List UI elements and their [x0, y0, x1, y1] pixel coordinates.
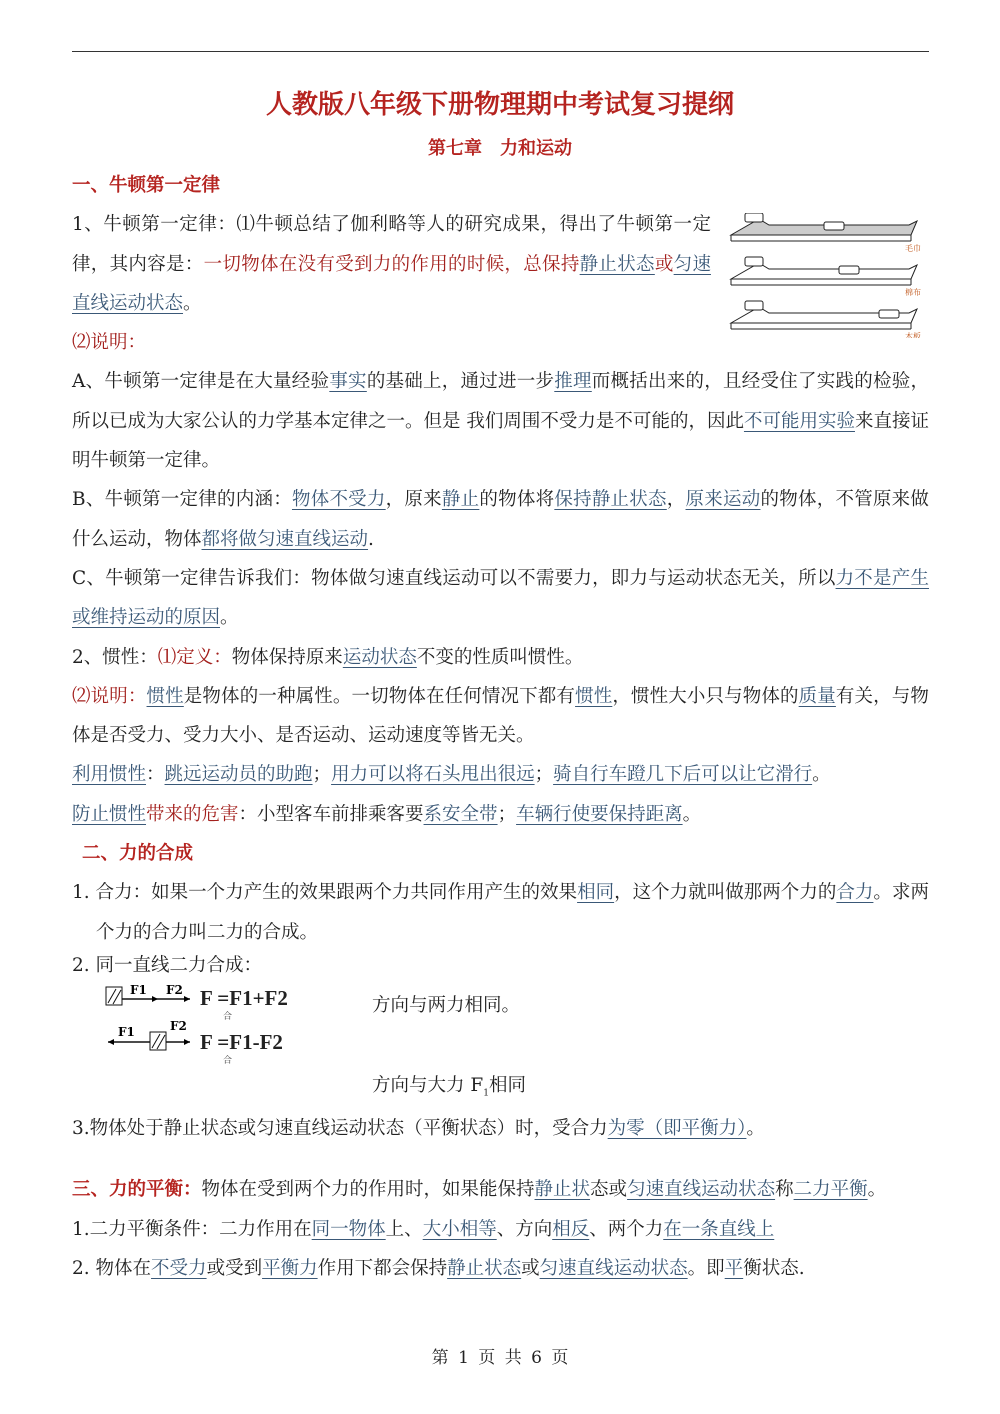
- body-text: 不变的性质叫惯性。: [416, 646, 584, 668]
- key-term: 保持静止状态: [554, 489, 667, 511]
- key-term: 物体不受力: [291, 489, 386, 511]
- paragraph: [72, 873, 929, 952]
- paragraph: [72, 559, 929, 638]
- ramp-surface-0: [731, 213, 917, 241]
- section-heading: 三、力的平衡：: [72, 1179, 202, 1201]
- body-text: 作用下都会保持: [317, 1257, 448, 1279]
- body-text: 。: [220, 607, 239, 629]
- body-text: 来直接证明牛顿第一定律。: [72, 410, 929, 472]
- section-heading: 一、牛顿第一定律: [72, 175, 221, 196]
- key-term: 合力: [836, 882, 874, 904]
- body-text: 1.二力平衡条件：二力作用在: [72, 1218, 312, 1240]
- key-term: 车辆行使要保持距离: [516, 803, 683, 825]
- body-text: 或受到: [206, 1257, 263, 1279]
- emphasis-text: ⑵说明：: [72, 685, 147, 707]
- key-term: 二力平衡: [793, 1179, 868, 1201]
- equation-opposite-direction: F =F1-F2: [200, 1029, 283, 1054]
- surface-label: 棉布: [905, 288, 921, 298]
- key-term: 跳远运动员的助跑: [164, 764, 313, 786]
- key-term: 推理: [554, 371, 592, 393]
- body-text: 。: [682, 803, 702, 825]
- body-text: 1、牛顿第一定律：⑴牛顿总结了伽利略等人的研究成果，得出了牛顿第一定律，其内容是：: [72, 214, 711, 275]
- ramp-surface-2: [731, 301, 917, 329]
- body-text: ；: [312, 764, 332, 786]
- paragraph: [72, 677, 929, 756]
- body-text: ，这个力就叫做那两个力的: [614, 882, 837, 904]
- body-text: ：: [146, 764, 165, 786]
- body-text: ，: [666, 489, 686, 511]
- body-text: 。求两个力的合力叫二力的合成。: [96, 882, 929, 943]
- body-text: 物体保持原来: [231, 646, 343, 668]
- equation-same-direction: F =F1+F2: [200, 985, 288, 1010]
- body-text: ；: [534, 764, 554, 786]
- key-term: 静止状态: [579, 253, 655, 275]
- body-text: ；: [497, 803, 517, 825]
- section-heading: 二、力的合成: [82, 843, 194, 865]
- body-text: ，惯性大小只与物体的: [612, 685, 799, 707]
- document-body: [72, 166, 929, 1288]
- body-text: 的基础上，通过进一步: [366, 371, 555, 393]
- key-term: 平: [724, 1257, 744, 1279]
- key-term: 质量: [798, 685, 836, 707]
- paragraph: [72, 795, 929, 834]
- paragraph: [72, 755, 929, 794]
- key-term: 系安全带: [423, 803, 498, 825]
- same-direction-note: 方向与两力相同。: [372, 994, 521, 1016]
- page-footer: 第 1 页 共 6 页: [431, 1348, 569, 1368]
- paragraph: [72, 1170, 929, 1209]
- key-term: 不可能用实验: [743, 410, 855, 432]
- body-text: 衡状态.: [743, 1257, 805, 1279]
- key-term: 都将做匀速直线运动: [201, 528, 369, 550]
- force-label-f2: F2: [166, 982, 183, 997]
- subscript-he: 合: [223, 1011, 233, 1022]
- body-text: C、牛顿第一定律告诉我们：物体做匀速直线运动可以不需要力，即力与运动状态无关，所以: [72, 567, 836, 589]
- document-title: 人教版八年级下册物理期中考试复习提纲: [265, 90, 734, 120]
- body-text: .: [368, 528, 374, 550]
- body-text: 而概括出来的，且经受住了实践的检验，所以已成为大家公认的力学基本定律之一。但是 我们周围不受力是不可能的，因此: [72, 371, 929, 432]
- surface-label: 木板: [905, 332, 921, 339]
- key-term: 为零（即平衡力）: [607, 1117, 747, 1139]
- body-text: 的物体将: [479, 489, 555, 511]
- force-arrows: [102, 982, 194, 1054]
- force-label-f2: F2: [170, 1018, 187, 1033]
- key-term: 不受力: [151, 1257, 207, 1279]
- body-text: ，原来: [385, 489, 442, 511]
- key-term: 用力可以将石头甩出很远: [331, 764, 535, 786]
- key-term: 骑自行车蹬几下后可以让它滑行: [553, 764, 813, 786]
- paragraph: [72, 480, 929, 559]
- emphasis-text: ⑵说明：: [72, 332, 147, 354]
- ramp-surface-1: [731, 257, 917, 285]
- key-term: 静止状: [534, 1179, 591, 1201]
- opposite-direction-note: 方向与大力 $F_1$相同: [372, 1074, 526, 1099]
- body-text: 物体在受到两个力的作用时，如果能保持: [201, 1179, 535, 1201]
- paragraph: [72, 362, 929, 480]
- paragraph: [72, 638, 929, 677]
- body-text: 称: [775, 1179, 794, 1201]
- emphasis-text: 或: [654, 253, 674, 275]
- key-term: 利用惯性: [72, 764, 147, 786]
- body-text: 。: [812, 764, 831, 786]
- key-term: 原来运动: [685, 489, 761, 511]
- paragraph: [72, 1210, 929, 1249]
- blank-line: [72, 1148, 929, 1170]
- body-text: 1. 合力：如果一个力产生的效果跟两个力共同作用产生的效果: [72, 882, 578, 904]
- body-text: 是物体的一种属性。一切物体在任何情况下都有: [183, 685, 576, 707]
- key-term: 平衡力: [262, 1257, 318, 1279]
- body-text: 3.物体处于静止状态或匀速直线运动状态（平衡状态）时，受合力: [72, 1117, 608, 1139]
- key-term: 相同: [577, 882, 615, 904]
- force-label-f1: F1: [118, 1024, 135, 1039]
- force-label-f1: F1: [130, 982, 147, 997]
- emphasis-text: 带来的危害: [146, 803, 239, 825]
- body-text: 2. 物体在: [72, 1257, 152, 1279]
- body-text: 2、惯性：: [72, 646, 158, 668]
- paragraph: [72, 205, 929, 339]
- body-text: 。: [746, 1117, 765, 1139]
- key-term: 相反: [552, 1218, 590, 1240]
- emphasis-text: 一切物体在没有受到力的作用的时候，总保持: [203, 253, 580, 275]
- body-text: 上、: [385, 1218, 423, 1240]
- key-term: 同一物体: [311, 1218, 386, 1240]
- key-term: 匀速直线运动状态: [72, 253, 711, 314]
- composition-heading: 2. 同一直线二力合成：: [72, 954, 263, 976]
- paragraph: [72, 834, 929, 873]
- body-text: A、牛顿第一定律是在大量经验: [72, 371, 330, 393]
- chapter-title: 第七章 力和运动: [428, 138, 572, 159]
- key-term: 事实: [329, 371, 367, 393]
- key-term: 匀速直线运动状态: [539, 1257, 688, 1279]
- emphasis-text: ⑴定义：: [157, 646, 232, 668]
- surface-label: 毛巾: [905, 244, 921, 254]
- subscript-he: 合: [223, 1055, 233, 1066]
- body-text: 、两个力: [589, 1218, 664, 1240]
- inclined-plane-experiment-figure: [729, 213, 929, 338]
- body-text: 或: [521, 1257, 540, 1279]
- paragraph: [72, 1109, 929, 1148]
- body-text: 的物体，不管原来做什么运动，物体: [72, 489, 929, 550]
- body-text: 有关，与物体是否受力、受力大小、是否运动、运动速度等皆无关。: [72, 685, 929, 747]
- force-composition-diagram: [72, 952, 929, 1109]
- paragraph: [72, 1249, 929, 1288]
- body-text: 。: [183, 292, 202, 314]
- key-term: 运动状态: [342, 646, 417, 668]
- key-term: 惯性: [146, 685, 184, 707]
- body-text: 。: [867, 1179, 887, 1201]
- body-text: 。即: [687, 1257, 725, 1279]
- key-term: 防止惯性: [72, 803, 147, 825]
- paragraph: [72, 166, 929, 205]
- body-text: B、牛顿第一定律的内涵：: [72, 489, 292, 511]
- body-text: 、方向: [496, 1218, 553, 1240]
- body-text: 态或: [590, 1179, 628, 1201]
- key-term: 力不是产生或维持运动的原因: [72, 567, 929, 629]
- key-term: 静止状态: [447, 1257, 522, 1279]
- key-term: 静止: [441, 489, 480, 511]
- body-text: ：小型客车前排乘客要: [238, 803, 424, 825]
- key-term: 惯性: [575, 685, 613, 707]
- key-term: 匀速直线运动状态: [627, 1179, 776, 1201]
- key-term: 大小相等: [422, 1218, 497, 1240]
- header-rule: [72, 51, 929, 52]
- key-term: 在一条直线上: [663, 1218, 775, 1240]
